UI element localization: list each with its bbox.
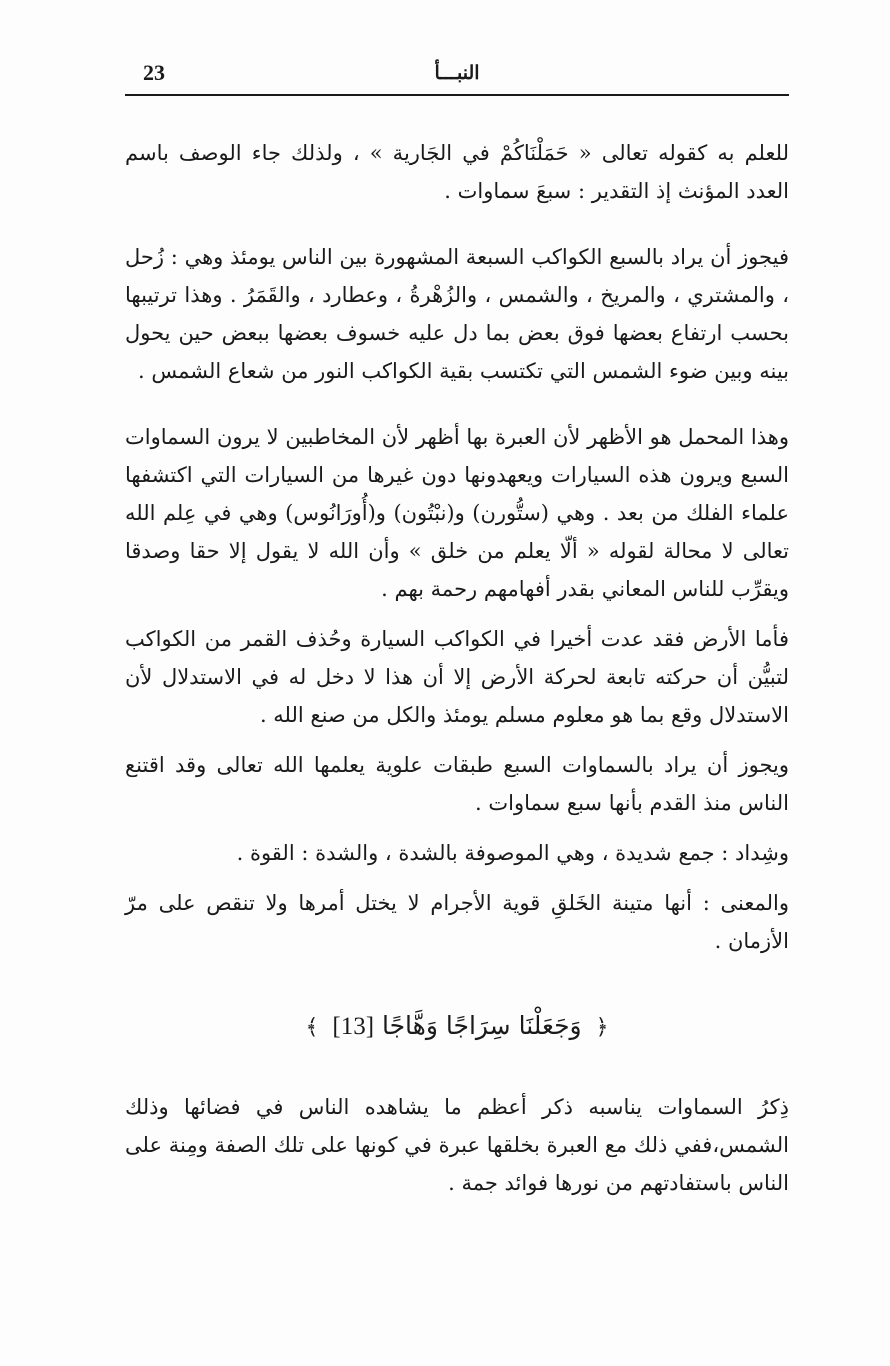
- book-page: [125, 58, 789, 1338]
- commentary-paragraph: ذِكرُ السماوات يناسبه ذكر أعظم ما يشاهده الناس في فضائها وذلك الشمس،ففي ذلك مع العبرة بخلقها عبرة في كونها على تلك الصفة ومِنة على الناس باستفادتهم من نورها فوائد جمة .: [125, 1095, 789, 1195]
- paragraph-3: وهذا المحمل هو الأظهر لأن العبرة بها أظهر لأن المخاطبين لا يرون السماوات السبع ويرون هذه السيارات ويعهدونها دون غيرها من السيارات التي اكتشفها علماء الفلك من بعد . وهي (ستُّورن) و(نبْتُون) و(أُورَانُوس) وهي في عِلم الله تعالى لا محالة لقوله « ألّا يعلم من خلق » وأن الله لا يقول إلا حقا وصدقا ويقرِّب للناس المعاني بقدر أفهامهم رحمة بهم .: [125, 425, 789, 601]
- paragraph-5: ويجوز أن يراد بالسماوات السبع طبقات علوية يعلمها الله تعالى وقد اقتنع الناس منذ القدم بأنها سبع سماوات .: [125, 753, 789, 815]
- verse-number: [13]: [332, 1013, 375, 1040]
- page-header: [125, 58, 789, 96]
- paragraph-1: للعلم به كقوله تعالى « حَمَلْنَاكُمْ في الجَارية » ، ولذلك جاء الوصف باسم العدد المؤنث إذ التقدير : سبعَ سماوات .: [125, 141, 789, 203]
- paragraph-6: وشِداد : جمع شديدة ، وهي الموصوفة بالشدة ، والشدة : القوة .: [236, 841, 789, 865]
- quran-verse: [125, 1006, 789, 1048]
- paragraph-4: فأما الأرض فقد عدت أخيرا في الكواكب السيارة وحُذف القمر من الكواكب لتبيُّن أن حركته تابعة لحركة الأرض إلا أن هذا لا دخل له في الاستدلال لأن الاستدلال وقع بما هو معلوم مسلم يومئذ والكل من صنع الله .: [125, 627, 789, 727]
- running-title: النبـــأ: [434, 62, 480, 84]
- verse-ornament-open: ﴿: [595, 1015, 609, 1040]
- page-number: 23: [143, 60, 165, 85]
- body-text: [125, 96, 789, 1202]
- verse-ornament-close: ﴾: [305, 1015, 319, 1040]
- paragraph-2: فيجوز أن يراد بالسبع الكواكب السبعة المشهورة بين الناس يومئذ وهي : زُحل ، والمشتري ، والمريخ ، والشمس ، والزُهْرةُ ، وعطارد ، والقَمَرُ . وهذا ترتيبها بحسب ارتفاع بعضها فوق بعض بما دل عليه خسوف بعضها ببعض حين يحول بينه وبين ضوء الشمس التي تكتسب بقية الكواكب النور من شعاع الشمس .: [125, 245, 789, 383]
- verse-text: وَجَعَلْنَا سِرَاجًا وَهَّاجًا: [381, 1011, 582, 1040]
- paragraph-7: والمعنى : أنها متينة الخَلقِ قوية الأجرام لا يختل أمرها ولا تنقص على مرّ الأزمان .: [125, 891, 789, 953]
